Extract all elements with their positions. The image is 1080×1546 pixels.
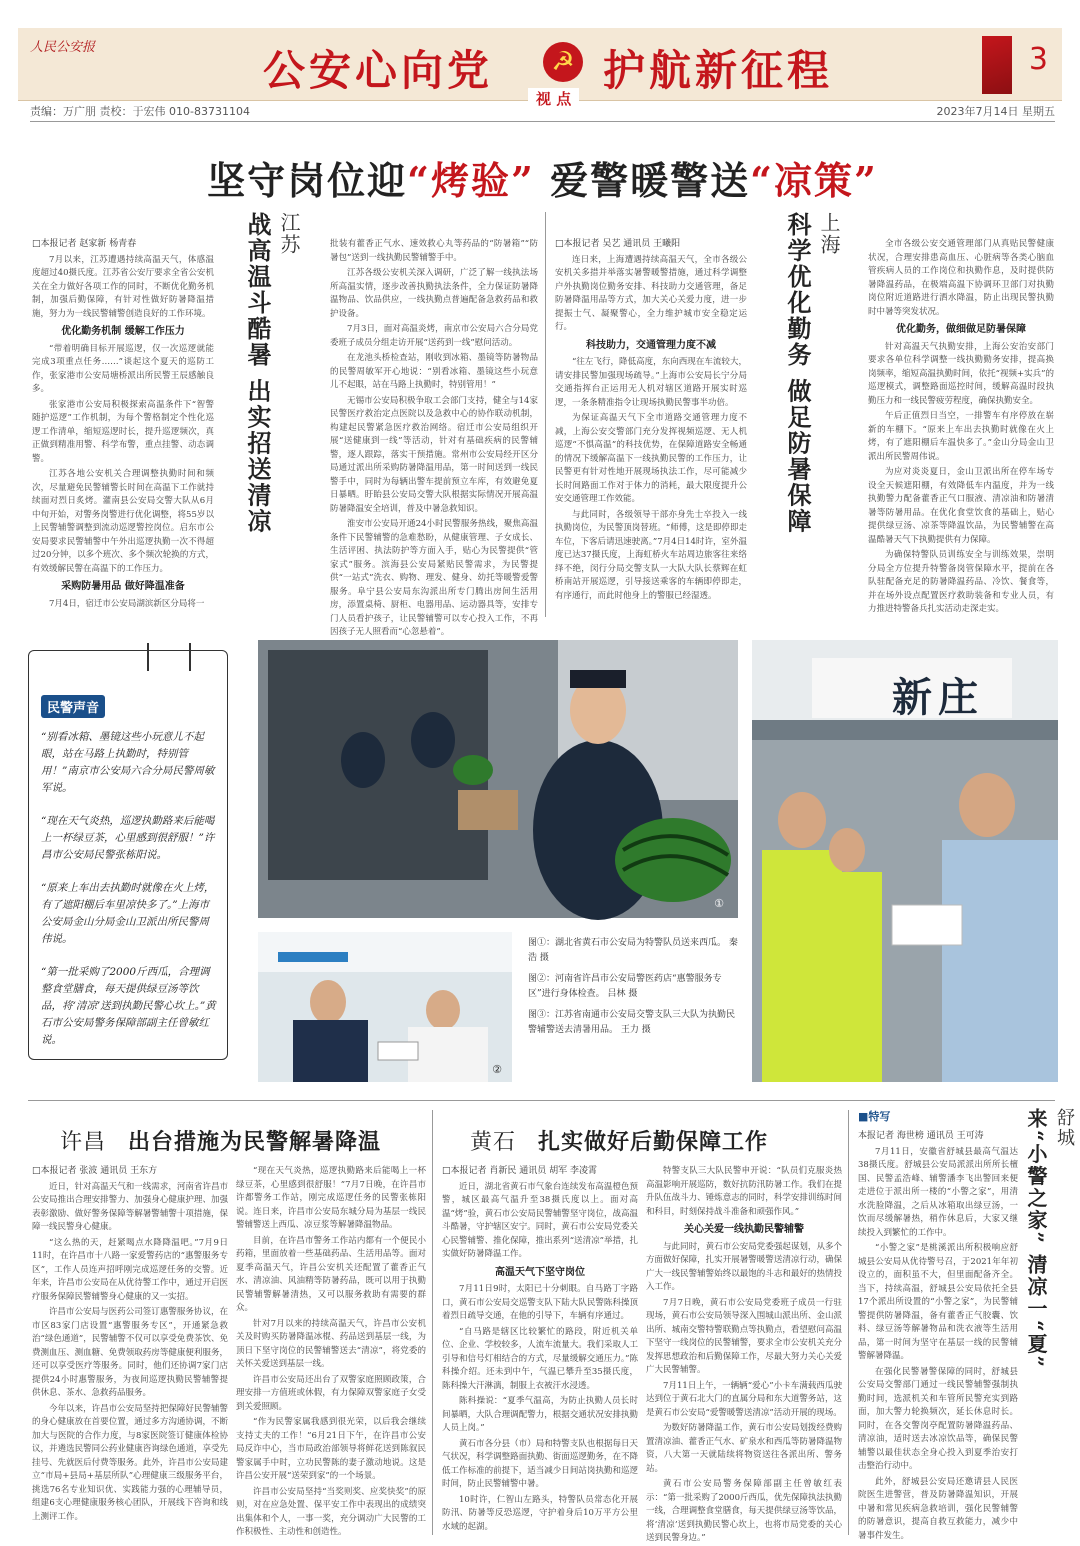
huangshi-column-1	[442, 1165, 638, 1537]
quote-item: “别看冰箱、墨镜这些小玩意儿不起眼，站在马路上执勤时，特别管用！”南京市公安局六合分局民警周敏军说。	[41, 731, 215, 794]
photo-traffic-police	[752, 640, 1058, 1082]
shanghai-paragraph: 为确保特警队员训练安全与训练效果，崇明分局全方位提升特警备岗管保障水平，提前在各队驻配备充足的防暑降温药品、冷饮、餐食等，并在场外设点配置医疗救助装备和专业人员，有力推进特警备兵扎实活动走深走实。	[868, 550, 1054, 614]
column-divider	[848, 1110, 849, 1535]
quote-item: “现在天气炎热，巡逻执勤路来后能喝上一杯绿豆茶，心里感到很舒服！”许昌市公安局民警张栋阳说。	[41, 815, 215, 861]
xuchang-paragraph: “作为民警家属我感到很光荣，以后我会继续支持丈夫的工作！”6月21日下午，在许昌市公安局反诈中心，当市局政治部领导将鲜花送到陈叙民警家属手中时，立功民警陈的妻子激动地说。这是许昌公安开展“送荣到家”的一个场景。	[236, 1417, 426, 1481]
masthead-title-right: 护航新征程	[603, 46, 834, 95]
police-voice-quotes	[41, 729, 217, 1065]
jiangsu-paragraph: 淮安市公安局开通24小时民警服务热线，聚焦高温条件下民警辅警的急难愁盼，从健康管理、子女成长、生活评困、执法防护等方面入手，贴心为民警提供“管家式”服务。滨海县公安局紧贴民警需求，为民警提供“一站式”洗衣、购物、理发、健身、幼托等暖警爱警服务。阜宁县公安局东沟派出所专门腾出房间生活用房，添置桌椅、厨柜、电器用品、运动器具等，安排专门人员看护孩子，让民警辅警可以专心投入工作，不再因孩子无人照看而“心忽悬着”。	[330, 519, 538, 637]
huangshi-paragraph: 与此同时，黄石市公安局党委强起谋划，从多个方面做好保障，扎实开展暑警暖警送清凉行动，确保广大一线民警辅警始终以最饱的斗志和最好的热情投入工作。	[646, 1241, 842, 1292]
police-voice-tag: 民警声音	[41, 695, 105, 718]
huangshi-paragraph: 陈科操说：“夏季气温高，为防止执勤人员长时间暴晒，大队合理调配警力，根据交通状况安排执勤人员上岗。”	[442, 1396, 638, 1433]
xuchang-title: 出台措施为民警解暑降温	[128, 1129, 382, 1155]
column-divider	[432, 1110, 433, 1535]
jiangsu-paragraph: 批装有藿香正气水、速效救心丸等药品的“防暑箱”“防暑包”送到一线执勤民警辅警手中。	[330, 239, 538, 263]
xuchang-place: 许昌	[60, 1130, 107, 1155]
photo2-number: ②	[492, 1063, 502, 1076]
huangshi-subheading: 关心关爱一线执勤民警辅警	[684, 1224, 804, 1235]
huangshi-byline: □本报记者 肖新民 通讯员 胡军 李凌霄	[442, 1166, 597, 1176]
photo-captions	[528, 936, 742, 1044]
xuchang-paragraph: 近日，针对高温天气和一线需求，河南省许昌市公安局推出合理安排警力、加强身心健康护理、加强表彰激励、做好警务保障等解暑警辅警十项措施，保障一线民警身心健康。	[32, 1181, 228, 1232]
photo-caption: 图③：江苏省南通市公安局交警支队三大队为执勤民警辅警送去清暑用品。 王力 摄	[528, 1010, 736, 1035]
section-label: 视 点	[528, 88, 579, 109]
shucheng-column	[858, 1130, 1018, 1541]
photo-caption: 图①：湖北省黄石市公安局为特警队员送来西瓜。 秦浩 摄	[528, 938, 738, 963]
shucheng-title: 来“小警之家” 清凉一“夏”	[1024, 1108, 1048, 1369]
huangshi-subheading: 高温天气下坚守岗位	[495, 1266, 585, 1278]
huangshi-paragraph: 黄石市公安局警务保障部副主任曾敏红表示：“第一批采购了2000斤西瓜，优先保障执法执勤一线，合理调整食堂膳食，每天提供绿豆汤等饮品，将‘清凉’送到执勤民警心坎上，也将市局党委的关心送到民警身边。”	[646, 1479, 842, 1543]
station-sign: 新庄	[892, 674, 984, 721]
xuchang-paragraph: 目前，在许昌市警务工作站内都有一个便民小药箱，里面放着一些基础药品、生活用品等。面对夏季高温天气，许昌公安机关还配置了藿香正气水、清凉油、风油精等防暑药品，既可以用于执勤民警辅警解暑清热，又可以服务救助有需要的群众。	[236, 1235, 426, 1313]
shanghai-paragraph: 午后正值烈日当空，一排警车有序停放在崭新的车棚下。“原来上车出去执勤时就像在火上烤，有了遮阳棚后车温快多了。”金山分局金山卫派出所民警周伟说。	[868, 411, 1054, 462]
xuchang-paragraph: “现在天气炎热，巡逻执勤路来后能喝上一杯绿豆茶，心里感到很舒服！”7月7日晚，在许昌市许都警务工作站，刚完成巡逻任务的民警张栋阳说。连日来，许昌市公安局东城分局为基层一线民警辅警送上西瓜、凉豆浆等解暑降温物品。	[236, 1166, 426, 1230]
police-voice-box	[28, 650, 228, 1060]
huangshi-paragraph: 7月11日9时，太阳已十分刺眼。自马路丁字路口，黄石市公安局交巡警支队下陆大队民警陈科操顶着烈日疏导交通，在他的引导下，车辆有序通过。	[442, 1284, 638, 1321]
huangshi-place: 黄石	[470, 1130, 517, 1155]
jiangsu-paragraph: 7月以来，江苏遭遇持续高温天气，体感温度超过40摄氏度。江苏省公安厅要求全省公安机关在全力做好各项工作的同时，不断优化勤务机制，加强后勤保障，有针对性做好防暑降温措施，努力为一线民警辅警创造良好的工作环境。	[32, 254, 214, 319]
xuchang-column-2	[236, 1165, 426, 1537]
shanghai-paragraph: 为保证高温天气下全市道路交通管理力度不减，上海公安交警部门充分发挥视频巡逻、无人机巡逻“不惧高温”的科技优势，在保障道路安全畅通的情况下缓解高温下一线执勤民警的工作压力，让民警更有针对性地开展现场执法工作，尽可能减少长时间路面工作对于体力的消耗，最大限度提升公安交通管理工作效能。	[555, 413, 747, 504]
headline-part1: 坚守岗位迎	[207, 158, 408, 203]
party-emblem-icon: ☭	[543, 42, 583, 82]
jiangsu-subheading: 采购防暑用品 做好降温准备	[61, 581, 185, 592]
quote-item: “第一批采购了2000斤西瓜，合理调整食堂膳食，每天提供绿豆汤等饮品，将‘清凉’送到执勤民警心坎上。”黄石市公安局警务保障部副主任曾敏红说。	[41, 966, 216, 1046]
jiangsu-paragraph: 江苏各地公安机关合理调整执勤时间和频次，尽量避免民警辅警长时间在高温下工作就持续面对烈日炙烤。灌南县公安局交警大队从6月中旬开始，对警务岗警进行优化调整，将55岁以上民警辅警调整到流动巡逻警控岗位。启东市公安局要求民警辅警中午外出巡逻执勤一次不得超过20分钟，以多个班次、多个频次轮换的方式，有效缓解民警在高温下的工作压力。	[32, 469, 214, 574]
huangshi-paragraph: 7月11日上午，一辆辆“爱心”小卡车满载西瓜驶达到位于黄石北大门的直属分局和东大道警务站，这是黄石市公安局“爱警暖警送清凉”活动开展的现场。	[646, 1380, 842, 1418]
photo1-number: ①	[714, 897, 724, 910]
column-divider	[545, 212, 546, 617]
huangshi-heading	[470, 1125, 768, 1156]
huangshi-column-2	[646, 1165, 842, 1543]
huangshi-title: 扎实做好后勤保障工作	[538, 1129, 769, 1155]
xuchang-heading	[60, 1125, 381, 1156]
shucheng-paragraph: “小警之家”是桃溪派出所积极响应舒城县公安局从优待警号召，于2021年年初设立的，面积虽不大，但里面配备齐全。当下，持续高温，舒城县公安局依托全县17个派出所设置的“小警之家”，为民警辅警提供防暑降温，备有藿香正气胶囊、饮料、绿豆汤等解暑物品和洗衣液等生活用品，第一时间为坚守在基层一线的民警辅警解暑降温。	[858, 1243, 1018, 1361]
jiangsu-paragraph: 江苏各级公安机关深入调研，广泛了解一线执法场所高温实情，逐步改善执勤执法条件，全力保证防暑降温物品、饮品供应，一线执勤点普遍配备急救药品和救护设备。	[330, 268, 538, 319]
huangshi-paragraph: 黄石市各分县（市）局和特警支队也根据每日天气状况，科学调整路面执勤、街面巡逻勤务，在不降低工作标准的前提下，适当减少日间站岗执勤和巡逻时间，防止民警辅警中暑。	[442, 1438, 638, 1489]
huangshi-paragraph: “自马路是辖区比较繁忙的路段，附近机关单位、企业、学校较多，人流车流量大。我们采取人工引导和信号灯相结合的方式，尽量缓解交通压力。”陈科操介绍。还未到中午，气温已攀升至35摄氏度，陈科操大汗淋漓，制服上衣被汗水浸透。	[442, 1326, 638, 1391]
shucheng-place: 舒城	[1054, 1108, 1075, 1148]
jiangsu-subheading: 优化勤务机制 缓解工作压力	[61, 326, 185, 337]
jiangsu-title: 战高温斗酷暑 出实招送清凉	[243, 212, 272, 535]
shanghai-title: 科学优化勤务 做足防暑保障	[783, 212, 812, 535]
feature-tag: ■特写	[858, 1110, 891, 1123]
jiangsu-place: 江苏	[277, 212, 301, 256]
shanghai-subheading: 科技助力，交通管理力度不减	[586, 339, 716, 351]
shanghai-vertical-title	[780, 212, 844, 612]
shucheng-vertical-title	[1022, 1108, 1077, 1528]
xuchang-byline: □本报记者 张波 通讯员 王东方	[32, 1166, 158, 1176]
shanghai-byline: □本报记者 吴艺 通讯员 王曦阳	[555, 239, 681, 249]
xuchang-column-1	[32, 1165, 228, 1537]
shanghai-paragraph: 全市各级公安交通管理部门从真贴民警健康状况，合理安排患高血压、心脏病等各类心脑血管疾病人员的工作岗位和执勤作息，及时提供防暑降温药品，在极端高温下协调环卫部门对执勤岗位附近道路进行洒水降温，防止出现民警执勤时中暑等突发状况。	[868, 239, 1054, 317]
shanghai-column-1	[555, 238, 747, 616]
section-divider	[28, 1100, 1055, 1101]
huangshi-paragraph: 10时许，仁智山左路头，特警队员常态化开展防汛、防暑等反恐巡逻，守护着身后10万平方公里水域的起湖。	[442, 1494, 638, 1532]
xuchang-paragraph: 针对7月以来的持续高温天气，许昌市公安机关及时购买防暑降温冰棍、药品送到基层一线，为顶日下坚守岗位的民警辅警送去“清凉”，将党委的关怀关爱送到基层一线。	[236, 1318, 426, 1369]
shucheng-paragraph: 在强化民警暑警保障的同时，舒城县公安局交警部门通过一线民警辅警强制执勤时间，选派机关和车管所民警充实到路面，加大警力轮换频次，延长休息时长。同时，在各交警岗亭配置防暑降温药品、清凉油，适时送去冰凉饮品等，确保民警辅警以最佳状态全身心投入到夏季治安打击整治行动中。	[858, 1366, 1018, 1471]
shanghai-paragraph: “往左飞行，降低高度，东向西现在车流较大，请安排民警加强现场疏导。”上海市公安局长宁分局交通指挥台正运用无人机对辖区道路开展实时巡逻，一条条精准指令让现场执勤民警事半功倍。	[555, 357, 747, 408]
huangshi-paragraph: 近日，湖北省黄石市气象台连续发布高温橙色预警，城区最高气温升至38摄氏度以上。面对高温“烤”验，黄石市公安局民警辅警坚守岗位，战高温斗酷暑，守护辖区安宁。同时，黄石市公安局党委关心民警辅警、推化保障，推出系列“送清凉”举措，扎实做好防暑降温工作。	[442, 1181, 638, 1259]
jiangsu-paragraph: “带着明确目标开展巡逻，仅一次巡逻就能完成3项重点任务……”谈起这个夏天的巡防工作，张家港市公安局塘桥派出所民警王辰感触良多。	[32, 343, 214, 394]
masthead-title-left: 公安心向党	[263, 46, 494, 95]
page-headline	[30, 150, 1055, 205]
jiangsu-column-1	[32, 238, 214, 616]
photo-watermelon-illustration	[258, 640, 738, 918]
headline-quote2: “凉策”	[750, 158, 878, 203]
shanghai-paragraph: 与此同时，各级领导干部亦身先士卒投入一线执勤岗位，为民警顶岗替班。“师傅，这是即停即走车位，下客后请迅速驶离。”7月4日14时许，室外温度已达37摄氏度，上海虹桥火车站周边旅客往来络绎不绝，闵行分局交警支队一大队大队长蔡辉在虹桥南站开展巡逻，引导接送乘客的车辆即停即走，有序通行，而此时他身上的警服已经湿透。	[555, 509, 747, 601]
jiangsu-paragraph: 无锡市公安局积极争取工会部门支持，健全与14家民警医疗救治定点医院以及急救中心的协作联动机制，构建起民警紧急医疗救治网络。宿迁市公安局组织开展“送健康到一线”等活动，针对有基础疾病的民警辅警，逐人跟踪，落实干预措施。常州市公安局经开区分局通过派出所采购防暑降温用品，第一时间送到一线民警手中，同时为每辆出警车提前预立车库，有效避免夏日暴晒。盱眙县公安局交警大队根据实际情况开展高温防暑降温安全培训，普及中暑急救知识。	[330, 395, 538, 514]
xuchang-paragraph: “这么热的天，赶紧喝点水降降温吧。”7月9日11时，在许昌市十八路一家爱警药店的“惠警服务专区”，工作人员连声招呼刚完成巡逻任务的交警。近年来，许昌市公安局在从优待警工作中，通过开启医疗服务保障民警辅警身心健康的又一实招。	[32, 1237, 228, 1302]
shanghai-subheading: 优化勤务，做细做足防暑保障	[896, 324, 1026, 335]
shucheng-paragraph: 7月11日，安徽省舒城县最高气温达38摄氏度。舒城县公安局派派出所所长檀国、民警孟浩峰、辅警潘李飞出警回来便走进位于派出所一楼的“小警之家”，用清水洗脸降温，之后从冰箱取出绿豆汤，一饮而尽缓解暑热，稍作休息后，大家又继续投入到繁忙的工作中。	[858, 1146, 1018, 1238]
shucheng-byline: 本报记者 海世榜 通讯员 王可涛	[858, 1131, 984, 1141]
jiangsu-paragraph: 在龙池头桥检查站，刚收到冰箱、墨镜等防暑物品的民警周敏军开心地说：“别看冰箱、墨镜这些小玩意儿不起眼，站在马路上执勤时，特别管用！”	[330, 353, 538, 390]
jiangsu-paragraph: 7月4日，宿迁市公安局湖滨新区分局将一	[49, 598, 205, 609]
jiangsu-vertical-title	[240, 212, 304, 612]
editor-credits: 责编：万广朋 责校：于宏伟 010-83731104	[30, 105, 250, 118]
jiangsu-byline: □本报记者 赵家新 杨青春	[32, 239, 137, 249]
newspaper-logo: 人民公安报	[30, 40, 96, 55]
photo-health-check	[258, 932, 512, 1082]
huangshi-paragraph: 特警支队三大队民警申开说：“队员们克服炎热高温影响开展巡防，数好抗防汛防暑工作。我们在提升队伍战斗力、锤炼意志的同时，科学安排训练时间和科目，时刻保持战斗准备和顽强作风。”	[646, 1166, 842, 1217]
shanghai-paragraph: 为应对炎炎夏日，金山卫派出所在停车场专设全天候遮阳棚，有效降低车内温度，并为一线执勤警力配备藿香正气口服液、清凉油和防暑清暑等防暑用品。在优化食堂饮食的基础上，贴心提供绿豆汤、凉茶等降温饮品，为民警辅警在高温酷暑天气下执勤提供有力保障。	[868, 467, 1054, 545]
headline-quote1: “烤验”	[407, 158, 535, 203]
jiangsu-paragraph: 7月3日，面对高温炎烤，南京市公安局六合分局党委班子成员分组走访开展“送药到一线”慰问活动。	[330, 324, 538, 348]
xuchang-paragraph: 许昌市公安局坚持“当奖则奖、应奖快奖”的原则，对在应急处置、保平安工作中表现出的成绩突出集体和个人，一事一奖，充分调动广大民警的工作积极性、主动性和创造性。	[236, 1486, 426, 1537]
photo-health-check-illustration	[258, 932, 512, 1082]
info-bar	[30, 103, 1055, 122]
issue-date: 2023年7月14日 星期五	[936, 105, 1055, 118]
photo-watermelon-delivery	[258, 640, 738, 918]
huangshi-paragraph: 为数好防暑降温工作，黄石市公安局划拨经费购置清凉油、藿香正气水、矿泉水和西瓜等防暑降温物资，八大第一天就陆续将物资送往各派出所、警务站。	[646, 1423, 842, 1474]
huangshi-paragraph: 7月7日晚，黄石市公安局党委班子成员一行驻现场，黄石市公安局领导深入围城山派出所、金山派出所、城南交警特警联勤点等执勤点，看望慰问高温下坚守一线岗位的民警辅警，要求全市公安机关充分发挥思想政治和后勤保障工作，尽最大努力关心关爱广大民警辅警。	[646, 1297, 842, 1375]
shanghai-place: 上海	[817, 212, 841, 256]
page-number: 3	[1028, 42, 1048, 77]
shanghai-paragraph: 针对高温天气执勤安排，上海公安治安部门要求各单位科学调整一线执勤勤务安排，提高换岗频率，缩短高温执勤时间，依托“视频+实兵”的巡逻模式，调整路面巡控时间，缓解高温时段执勤压力和一线民警疲劳程度，确保执勤安全。	[868, 341, 1054, 406]
headline-part2: 爱警暖警送	[534, 158, 751, 203]
xuchang-paragraph: 许昌市公安局与医药公司签订惠警服务协议，在市区83家门店设置“惠警服务专区”，开通紧急救治“绿色通道”，民警辅警不仅可以享受免费茶饮、免费测血压、测血糖、免费领取药房等健康便利服务，还可以享受医疗等服务。同时，他们还协调7家门店提供24小时惠警服务，为夜间巡逻执勤民警辅警提供休息、茶水、急救药品服务。	[32, 1307, 228, 1398]
shanghai-paragraph: 连日来，上海遭遇持续高温天气，全市各级公安机关多措并举落实暑警暖警措施，通过科学调整户外执勤岗位勤务安排、科技助力交通管理，备足防暑降温用品等方式，加大关心关爱力度，进一步提振士气、凝聚警心，全力维护城市安全稳定运行。	[555, 254, 747, 332]
jiangsu-column-2	[330, 238, 538, 637]
xuchang-paragraph: 许昌市公安局还出台了双警家庭照顾政策，合理安排一方值班或休假，有力保障双警家庭子女受到关爱照顾。	[236, 1374, 426, 1412]
shanghai-column-2	[868, 238, 1054, 616]
jiangsu-paragraph: 张家港市公安局积极探索高温条件下“智警随护巡逻”工作机制，为每个警格制定个性化巡逻工作清单，缩短巡逻时长，提升巡逻频次，真正做到精准用警、科学布警，重点挂警、动态调警。	[32, 399, 214, 464]
quote-item: “原来上车出去执勤时就像在火上烤，有了遮阳棚后车里凉快多了。”上海市公安局金山分局金山卫派出所民警周伟说。	[41, 882, 215, 945]
shucheng-paragraph: 此外，舒城县公安局还邀请县人民医院医生进警营，普及防暑降温知识，开展中暑和常见疾病急救培训，强化民警辅警的防暑意识，提高自救互救能力，减少中暑事件发生。	[858, 1476, 1018, 1541]
xuchang-paragraph: 今年以来，许昌市公安局坚持把保障好民警辅警的身心健康放在首要位置，通过多方沟通协调，不断加大与医院的合作力度，与8家医院签订健康体检协议，并遴选民警同公药业健康咨询绿色通道，享受先挂号、先就医后付费等服务。此外，许昌市公安局建立“市局+县局+基层所队”心理健康三级服务平台，挑选76名专业知识优、实践能力强的心理辅导员，组建6支心理健康服务核心团队，开展线下咨询和线上测评工作。	[32, 1403, 228, 1522]
police-flag-icon	[982, 36, 1012, 94]
photo-caption: 图②：河南省许昌市公安局警医药店“惠警服务专区”进行身体检查。 吕林 摄	[528, 974, 722, 999]
binder-clip-icon	[147, 643, 191, 671]
masthead	[18, 28, 1062, 108]
